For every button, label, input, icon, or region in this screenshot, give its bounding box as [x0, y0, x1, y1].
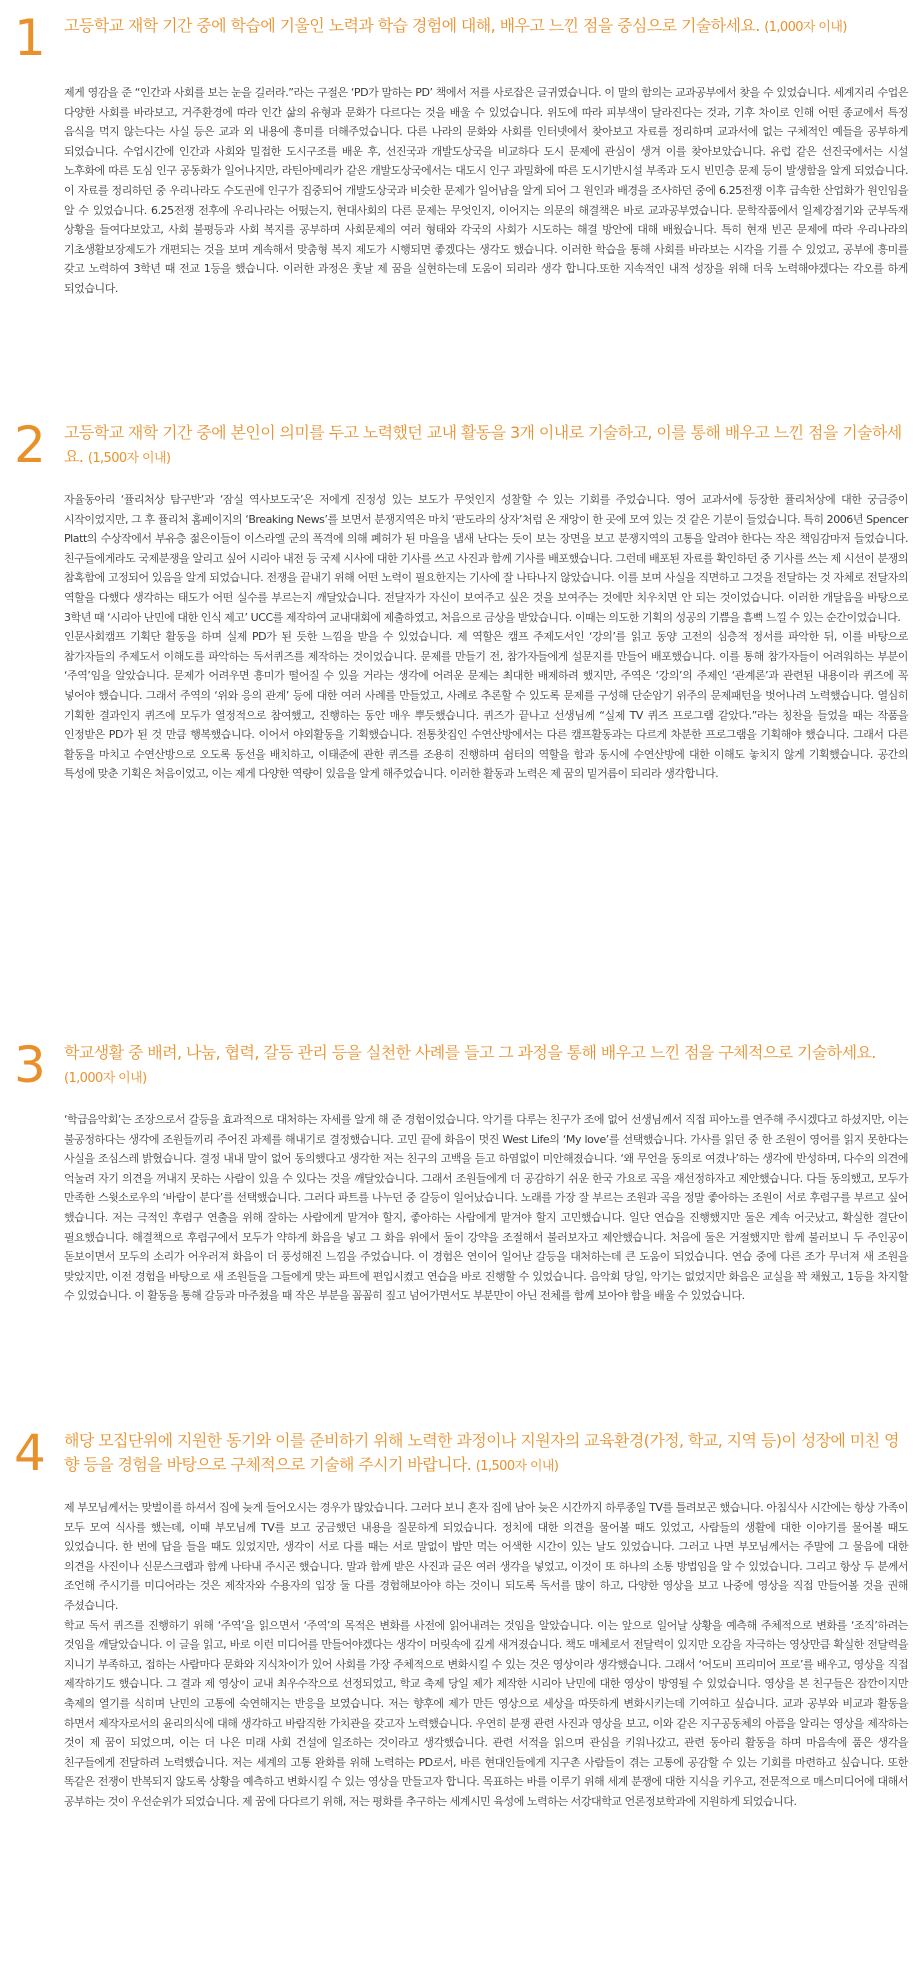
question-number: 2 — [14, 416, 46, 474]
answer-paragraph: 제 부모님께서는 맞벌이를 하셔서 집에 늦게 들어오시는 경우가 많았습니다. 그러다 보니 혼자 집에 남아 늦은 시간까지 하루종일 TV를 틀려보곤 했습니다. 아침식사 시간에는 항상 가족이 모두 모여 식사를 했는데, 이때 부모님께 TV를 보고 궁금했던 내용을 질문하게 되었습니다. 정치에 대한 의견을 물어볼 때도 있었고, 사람들의 생활에 대한 이야기를 물어볼 때도 있었습니다. 한 번에 답을 들을 때도 있었지만, 생각이 서로 다를 때는 서로 말없이 밥만 먹는 어색한 시간이 있는 날도 있었습니다. 그러고 나면 부모님께서는 주말에 그 물음에 대한 의견을 사진이나 신문스크랩과 함께 나타내 주시곤 했습니다. 말과 함께 받은 사진과 글은 여러 생각을 넣었고, 이것이 또 하나의 소통 방법임을 알 수 있었습니다. 그리고 항상 두 분께서 조언해 주시기를 미디어라는 것은 제작자와 수용자의 입장 둘 다를 경험해보아야 하는 것이니 되도록 독서를 많이 하고, 다양한 영상을 보고 나중에 영상을 직접 만들어볼 것을 권해 주셨습니다. — [64, 1501, 908, 1612]
question-number: 1 — [14, 9, 46, 67]
question-title — [64, 1041, 908, 1091]
answer-text — [64, 490, 908, 784]
question-number: 4 — [14, 1424, 46, 1482]
question-text: 고등학교 재학 기간 중에 본인이 의미를 두고 노력했던 교내 활동을 3개 이내로 기술하고, 이를 통해 배우고 느낀 점을 기술하세요. — [64, 423, 902, 466]
question-title — [64, 14, 908, 40]
character-limit: (1,500자 이내) — [475, 1459, 559, 1474]
character-limit: (1,000자 이내) — [64, 1071, 147, 1086]
question-text: 해당 모집단위에 지원한 동기와 이를 준비하기 위해 노력한 과정이나 지원자의 교육환경(가정, 학교, 지역 등)이 성장에 미친 영향 등을 경험을 바탕으로 구체적으로 기술해 주시기 바랍니다. — [64, 1431, 899, 1474]
question-number: 3 — [14, 1036, 46, 1094]
answer-paragraph: 인문사회캠프 기획단 활동을 하며 실제 PD가 된 듯한 느낌을 받을 수 있었습니다. 제 역할은 캠프 주제도서인 ‘강의’를 읽고 동양 고전의 심층적 정서를 파악한 뒤, 이를 바탕으로 참가자들의 주제도서 이해도를 파악하는 독서퀴즈를 제작하는 것이었습니다. 문제를 만들기 전, 참가자들에게 설문지를 만들어 배포했습니다. 이를 통해 참가자들이 어려워하는 부분이 ‘주역’임을 알았습니다. 문제가 어려우면 흥미가 떨어질 수 있을 거라는 생각에 어려운 문제는 최대한 배제하려 했지만, 주역은 ‘강의’의 주제인 ‘관계론’과 관련된 내용이라 퀴즈에 꼭 넣어야 했습니다. 그래서 주역의 ‘위와 응의 관계’ 등에 대한 여러 사례를 만들었고, 사례로 추론할 수 있도록 문제를 구성해 단순암기 위주의 문제패턴을 벗어나려 노력했습니다. 열심히 기획한 결과인지 퀴즈에 모두가 열정적으로 참여했고, 진행하는 동안 매우 뿌듯했습니다. 퀴즈가 끝나고 선생님께 “실제 TV 퀴즈 프로그램 같았다.”라는 칭찬을 들었을 때는 작품을 인정받은 PD가 된 것 만큼 행복했습니다. 이어서 야외활동을 기획했습니다. 전통찻집인 수연산방에서는 다른 캠프활동과는 다르게 차분한 프로그램을 기획해야 했습니다. 그래서 다른 활동을 마치고 수연산방으로 오도록 동선을 배치하고, 이태준에 관한 퀴즈를 조용히 진행하며 쉼터의 역할을 함과 동시에 수연산방에 대한 이해도 놓치지 않게 기획했습니다. 공간의 특성에 맞춘 기획은 처음이었고, 이는 제게 다양한 역량이 있음을 알게 해주었습니다. 이러한 활동과 노력은 제 꿈의 밑거름이 되리라 생각합니다. — [64, 630, 908, 781]
character-limit: (1,500자 이내) — [87, 451, 171, 466]
answer-text — [64, 1110, 908, 1306]
question-text: 학교생활 중 배려, 나눔, 협력, 갈등 관리 등을 실천한 사례를 들고 그 과정을 통해 배우고 느낀 점을 구체적으로 기술하세요. — [64, 1043, 876, 1062]
answer-paragraph: 자율동아리 ‘퓰리처상 탐구반’과 ‘잠실 역사보도국’은 저에게 진정성 있는 보도가 무엇인지 성찰할 수 있는 기회를 주었습니다. 영어 교과서에 등장한 퓰리처상에 대한 궁금증이 시작이었지만, 그 후 퓰리처 홈페이지의 ‘Breaking News’를 보면서 분쟁지역은 마치 ‘판도라의 상자’처럼 온 재앙이 한 곳에 모여 있는 것 같은 기분이 들었습니다. 특히 2006년 Spencer Platt의 수상작에서 부유층 젊은이들이 이스라엘 군의 폭격에 의해 폐허가 된 마을을 냄새 난다는 듯이 보는 장면을 보고 분쟁지역의 고통을 알려야 한다는 작은 책임감마저 들었습니다. 친구들에게라도 국제분쟁을 알리고 싶어 시리아 내전 등 국제 시사에 대한 기사를 쓰고 사진과 함께 기사를 배포했습니다. 그런데 배포된 자료를 확인하던 중 기사를 쓰는 제 시선이 분쟁의 참혹함에 고정되어 있음을 알게 되었습니다. 전쟁을 끝내기 위해 어떤 노력이 필요한지는 기사에 잘 나타나지 않았습니다. 이를 보며 사실을 직면하고 그것을 전달하는 것 자체로 전달자의 역할을 다했다 생각하는 태도가 어떤 실수를 부르는지 깨달았습니다. 전달자가 자신이 보여주고 싶은 것을 보여주는 것에만 치우치면 안 되는 것이었습니다. 이러한 개달음을 바탕으로 3학년 때 ‘시리아 난민에 대한 인식 제고’ UCC를 제작하여 교내대회에 제출하였고, 처음으로 금상을 받았습니다. 이때는 의도한 기획의 성공의 기쁨을 흠뻑 느낄 수 있는 순간이었습니다. — [64, 493, 908, 624]
question-title — [64, 421, 908, 471]
character-limit: (1,000자 이내) — [764, 20, 847, 35]
answer-paragraph: 제게 영감을 준 “인간과 사회를 보는 눈을 길러라.”라는 구절은 ‘PD가 말하는 PD’ 책에서 저를 사로잡은 글귀였습니다. 이 말의 함의는 교과공부에서 찾을 수 있었습니다. 세계지리 수업은 다양한 사회를 바라보고, 거주환경에 따라 인간 삶의 유형과 문화가 다르다는 것을 배울 수 있었습니다. 위도에 따라 피부색이 달라진다는 것과, 기후 차이로 인해 어떤 종교에서 특정 음식을 먹지 않는다는 사실 등은 교과 외 내용에 흥미를 더해주었습니다. 다른 나라의 문화와 사회를 인터넷에서 찾아보고 자료를 정리하며 교과서에 없는 구체적인 예들을 공부하게 되었습니다. 수업시간에 인간과 사회와 밀접한 도시구조를 배운 후, 선진국과 개발도상국을 비교하다 도시 문제에 관심이 생겨 이를 찾아보았습니다. 유럽 같은 선진국에서는 시설 노후화에 따른 도심 인구 공동화가 일어나지만, 라틴아메리카 같은 개발도상국에서는 대도시 인구 과밀화에 따른 도시기반시설 부족과 도시 빈민층 문제 등이 발생함을 알게 되었습니다. 이 자료를 정리하던 중 우리나라도 수도권에 인구가 집중되어 개발도상국과 비슷한 문제가 일어남을 알게 되어 그 원인과 배경을 조사하던 중에 6.25전쟁 이후 급속한 산업화가 원인임을 알 수 있었습니다. 6.25전쟁 전후에 우리나라는 어떴는지, 현대사회의 다른 문제는 무엇인지, 이어지는 의문의 해결책은 바로 교과공부였습니다. 문학작품에서 일제강점기와 군부독재 상황을 들여다보았고, 사회 불평등과 사회 복지를 공부하며 사회문제의 여러 형태와 각국의 사회가 시도하는 해결 방안에 대해 배웠습니다. 특히 현재 빈곤 문제에 따라 우리나라의 기초생활보장제도가 개편되는 것을 보며 계속해서 맞춤형 복지 제도가 시행되면 좋겠다는 생각도 했습니다. 이러한 학습을 통해 사회를 바라보는 시각을 기를 수 있었고, 공부에 흥미를 갖고 노력하여 3학년 때 전교 1등을 했습니다. 이러한 과정은 훗날 제 꿈을 실현하는데 도움이 되리라 생각 합니다.또한 지속적인 내적 성장을 위해 더욱 노력해야겠다는 각오를 하게 되었습니다. — [64, 86, 908, 295]
answer-paragraph: ‘학급음악회’는 조장으로서 갈등을 효과적으로 대처하는 자세를 알게 해 준 경험이었습니다. 악기를 다루는 친구가 조에 없어 선생님께서 직접 피아노를 연주해 주시겠다고 하셨지만, 이는 불공정하다는 생각에 조원들끼리 주어진 과제를 해내기로 결정했습니다. 고민 끝에 화음이 멋진 West Life의 ‘My love’를 선택했습니다. 가사를 읽던 중 한 조원이 영어를 읽지 못한다는 사실을 조심스레 밝혔습니다. 결정 내내 말이 없어 동의했다고 생각한 저는 친구의 고백을 듣고 하염없이 미안해졌습니다. ‘왜 무언을 동의로 여겼나’하는 생각에 반성하며, 다수의 의견에 억눌려 자기 의견을 꺼내지 못하는 사람이 있을 수 있다는 것을 깨달았습니다. 그래서 조원들에게 더 공감하기 쉬운 한국 가요로 곡을 재선정하자고 제안했습니다. 다들 동의했고, 모두가 만족한 스윗소로우의 ‘바람이 분다’를 선택했습니다. 그러다 파트를 나누던 중 갈등이 일어났습니다. 노래를 가장 잘 부르는 조원과 곡을 정말 좋아하는 조원이 서로 후렴구를 부르고 싶어 했습니다. 저는 극적인 후렴구 연출을 위해 잘하는 사람에게 맡겨야 할지, 좋아하는 사람에게 맡겨야 할지 고민했습니다. 일단 연습을 진행했지만 둘은 계속 어긋났고, 확실한 결단이 필요했습니다. 해결책으로 후렴구에서 모두가 약하게 화음을 넣고 그 화음 위에서 둘이 강약을 조절해서 불러보자고 제안했습니다. 처음에 둘은 거절했지만 함께 불러보니 두 주인공이 돋보이면서 모두의 소리가 어우러져 화음이 더 풍성해진 느낌을 주었습니다. 이 경험은 연이어 일어난 갈등을 대처하는데 큰 도움이 되었습니다. 연습 중에 다른 조가 무너져 새 조원을 맞았지만, 이전 경험을 바탕으로 새 조원들을 그들에게 맞는 파트에 편입시켰고 연습을 바로 진행할 수 있었습니다. 음악회 당일, 악기는 없었지만 화음은 교실을 꽉 채웠고, 1등을 차지할 수 있었습니다. 이 활동을 통해 갈등과 마주쳤을 때 작은 부분을 꼼꼼히 짚고 넘어가면서도 부분만이 아닌 전체를 함께 보아야 함을 배울 수 있었습니다. — [64, 1113, 908, 1303]
question-title — [64, 1429, 908, 1479]
answer-text — [64, 83, 908, 299]
answer-text — [64, 1498, 908, 1812]
answer-paragraph: 학교 독서 퀴즈를 진행하기 위해 ‘주역’을 읽으면서 ‘주역’의 목적은 변화를 사전에 읽어내려는 것임을 알았습니다. 이는 앞으로 일어날 상황을 예측해 주체적으로 변화를 ‘조직’하려는 것임을 깨달았습니다. 이 글을 읽고, 바로 이런 미디어를 만들어야겠다는 생각이 머릿속에 깊게 새겨졌습니다. 책도 매체로서 전달력이 있지만 오감을 자극하는 영상만큼 확실한 전달력을 지니기 부족하고, 접하는 사람마다 문화와 지식차이가 있어 사회를 가장 주체적으로 변화시킬 수 있는 것은 영상이라 생각했습니다. 그래서 ‘어도비 프리미어 프로’를 배우고, 영상을 직접 제작하기도 했습니다. 그 결과 제 영상이 교내 최우수작으로 선정되었고, 학교 축제 당일 제가 제작한 시리아 난민에 대한 영상이 방영될 수 있었습니다. 영상을 본 친구들은 잠깐이지만 축제의 열기를 식히며 난민의 고통에 숙연해지는 반응을 보였습니다. 저는 향후에 제가 만든 영상으로 세상을 따뜻하게 변화시키는데 기여하고 싶습니다. 교과 공부와 비교과 활동을 하면서 제작자로서의 윤리의식에 대해 생각하고 바람직한 가치관을 갖고자 노력했습니다. 우연히 분쟁 관련 사진과 영상을 보고, 이와 같은 지구공동체의 아픔을 알리는 영상을 제작하는 것이 제 꿈이 되었으며, 이는 더 나은 미래 사회 건설에 일조하는 것이라고 생각했습니다. 관련 서적을 읽으며 관심을 키워나갔고, 관련 동아리 활동을 하며 마음속에 품은 생각을 친구들에게 전달하려 노력했습니다. 저는 세계의 고통 완화를 위해 노력하는 PD로서, 바른 현대인들에게 지구촌 사람들이 겪는 고통에 공감할 수 있는 기회를 마련하고 싶습니다. 또한 똑같은 전쟁이 반복되지 않도록 상황을 예측하고 변화시킬 수 있는 영상을 만들고자 합니다. 목표하는 바를 이루기 위해 세계 분쟁에 대한 지식을 키우고, 전문적으로 매스미디어에 대해서 공부하는 것이 우선순위가 되었습니다. 제 꿈에 다다르기 위해, 저는 평화를 추구하는 세계시민 육성에 노력하는 서강대학교 언론정보학과에 지원하게 되었습니다. — [64, 1618, 908, 1808]
question-text: 고등학교 재학 기간 중에 학습에 기울인 노력과 학습 경험에 대해, 배우고 느낀 점을 중심으로 기술하세요. — [64, 16, 760, 35]
